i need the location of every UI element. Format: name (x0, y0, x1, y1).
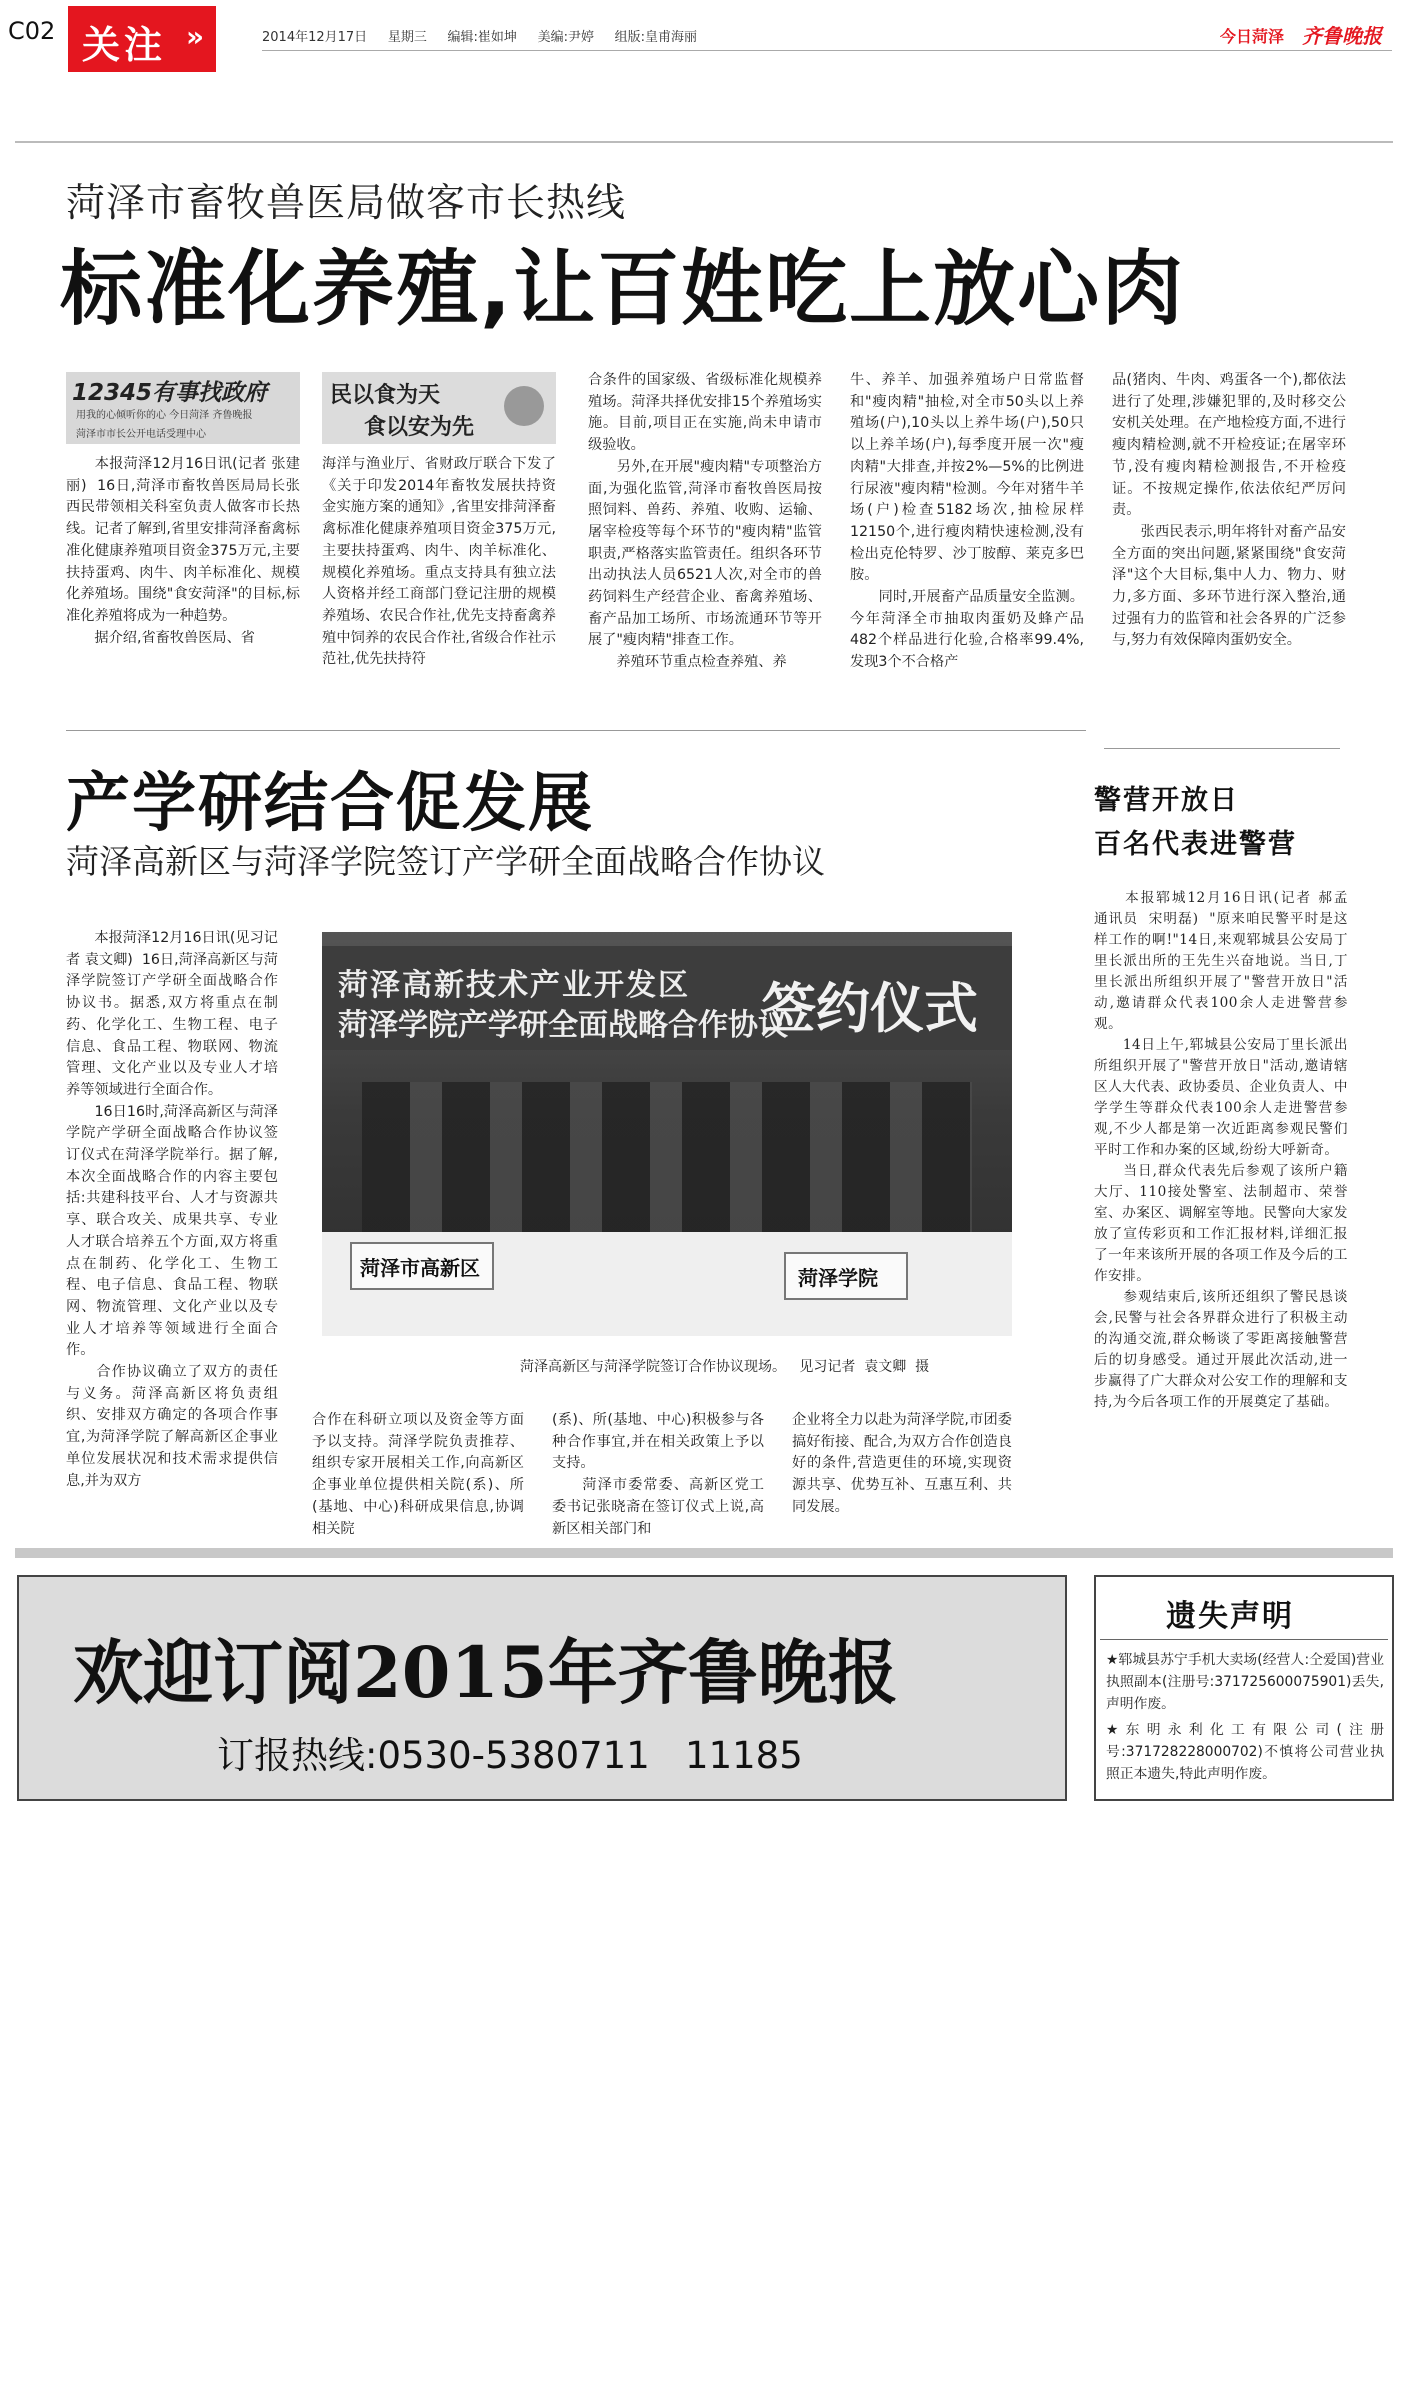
hotline-badge-foot: 菏泽市市长公开电话受理中心 (76, 429, 206, 440)
article1-col4: 牛、养羊、加强养殖场户日常监督和"瘦肉精"抽检,对全市50头以上养殖场(户),10头以上养牛场(户),50只以上养羊场(户),每季度开展一次"瘦肉精"大排查,并按2%—5%的比例进行尿液"瘦肉精"检测。今年对猪牛羊场(户)检查5182场次,抽检尿样12150个,进行瘦肉精快速检测,没有检出克伦特罗、沙丁胺醇、莱克多巴胺。 同时,开展畜产品质量安全监测。今年菏泽全市抽取肉蛋奶及蜂产品482个样品进行化验,合格率99.4%,发现3个不合格产 (850, 372, 1084, 671)
photo-sign-left-text: 菏泽市高新区 (360, 1256, 480, 1280)
article1-bottom-rule (66, 730, 1086, 731)
lost-notice-box (1094, 1575, 1394, 1801)
article1-kicker: 菏泽市畜牧兽医局做客市长热线 (66, 181, 627, 226)
article2-col-b3: (系)、所(基地、中心)积极参与各种合作事宜,并在相关政策上予以支持。 菏泽市委常委、高新区党工委书记张晓斋在签订仪式上说,高新区相关部门和 (552, 1412, 764, 1537)
lost-notice-item1: ★郓城县苏宁手机大卖场(经营人:仝爱国)营业执照副本(注册号:371725600075901)丢失,声明作废。 (1106, 1652, 1384, 1712)
issue-meta (262, 26, 697, 45)
article1-col3: 合条件的国家级、省级标准化规模养殖场。菏泽共择优安排15个养殖场实施。目前,项目正在实施,尚未申请市级验收。 另外,在开展"瘦肉精"专项整治方面,为强化监管,菏泽市畜牧兽医局按照饲料、兽药、养殖、收购、运输、屠宰检疫等每个环节的"瘦肉精"监管职责,严格落实监管责任。组织各环节出动执法人员6521人次,对全市的兽药饲料生产经营企业、畜禽养殖场、畜产品加工场所、市场流通环节等开展了"瘦肉精"排查工作。 养殖环节重点检查养殖、养 (588, 372, 822, 671)
page-number: C02 (8, 17, 56, 45)
article2-col-b2: 合作在科研立项以及资金等方面予以支持。菏泽学院负责推荐、组织专家开展相关工作,向高新区企事业单位提供相关院(系)、所(基地、中心)科研成果信息,协调相关院 (312, 1412, 524, 1537)
photo-sign-left (350, 1242, 494, 1290)
section-arrow-icon: » (186, 20, 205, 53)
header-rule (262, 50, 1392, 51)
section-divider-band (15, 1548, 1393, 1558)
meta-art: 美编:尹婷 (537, 30, 594, 45)
meta-layout: 组版:皇甫海丽 (614, 30, 698, 45)
article3-headline-line1: 警营开放日 (1094, 785, 1239, 816)
article2-col-left: 本报菏泽12月16日讯(见习记者 袁文卿) 16日,菏泽高新区与菏泽学院签订产学研全面战略合作协议书。据悉,双方将重点在制药、化学化工、生物工程、电子信息、食品工程、物联网、物流管理、文化产业以及专业人才培养等领域进行全面合作。 16日16时,菏泽高新区与菏泽学院产学研全面战略合作协议签订仪式在菏泽学院举行。据了解,本次全面战略合作的内容主要包括:共建科技平台、人才与资源共享、联合攻关、成果共享、专业人才联合培养五个方面,双方将重点在制药、化学化工、生物工程、电子信息、食品工程、物联网、物流管理、文化产业以及专业人才培养等领域进行全面合作。 合作协议确立了双方的责任与义务。菏泽高新区将负责组织、安排双方确定的各项合作事宜,为菏泽学院了解高新区企事业单位发展状况和技术需求提供信息,并为双方 (66, 930, 278, 1489)
food-safety-line2: 食以安为先 (364, 415, 475, 440)
article2-col-b4: 企业将全力以赴为菏泽学院,市团委搞好衔接、配合,为双方合作创造良好的条件,营造更佳的环境,实现资源共享、优势互补、互惠互利、共同发展。 (792, 1412, 1012, 1515)
article1-col1: 本报菏泽12月16日讯(记者 张建丽) 16日,菏泽市畜牧兽医局局长张西民带领相关科室负责人做客市长热线。记者了解到,省里安排菏泽畜禽标准化健康养殖项目资金375万元,主要扶持蛋鸡、肉牛、肉羊标准化、规模化养殖场。围绕"食安菏泽"的目标,标准化养殖将成为一种趋势。 据介绍,省畜牧兽医局、省 (66, 456, 300, 646)
lost-notice-rule (1100, 1639, 1388, 1640)
article2-subhead: 菏泽高新区与菏泽学院签订产学研全面战略合作协议 (66, 842, 825, 881)
tomato-icon (504, 386, 544, 426)
subscription-ad-hotline: 订报热线:0530-5380711 11185 (217, 1734, 803, 1777)
meta-editor: 编辑:崔如坤 (447, 30, 517, 45)
meta-weekday: 星期三 (387, 30, 427, 45)
paper-logo: 齐鲁晚报 (1302, 24, 1382, 48)
article1-headline: 标准化养殖,让百姓吃上放心肉 (60, 242, 1186, 337)
meta-date: 2014年12月17日 (262, 30, 368, 45)
hotline-badge (66, 372, 300, 444)
food-safety-badge (322, 372, 556, 444)
top-divider (15, 141, 1393, 143)
edition-name: 今日菏泽 (1220, 27, 1285, 46)
article1-col2: 海洋与渔业厅、省财政厅联合下发了《关于印发2014年畜牧发展扶持资金实施方案的通知》,省里安排菏泽畜禽标准化健康养殖项目资金375万元,主要扶持蛋鸡、肉牛、肉羊标准化、规模化养殖场。重点支持具有独立法人资格并经工商部门登记注册的规模养殖场、农民合作社,优先支持畜禽养殖中饲养的农民合作社,省级合作社示范社,优先扶持符 (322, 456, 556, 668)
article3-top-rule (1104, 748, 1340, 749)
lost-notice-item2: ★东明永利化工有限公司(注册号:371728228000702)不慎将公司营业执照正本遗失,特此声明作废。 (1106, 1722, 1384, 1782)
lost-notice-title: 遗失声明 (1166, 1599, 1294, 1634)
hotline-badge-title: 12345有事找政府 (72, 380, 268, 406)
photo-sign-right-text: 菏泽学院 (798, 1266, 878, 1290)
article2-headline: 产学研结合促发展 (66, 767, 594, 841)
photo-caption: 菏泽高新区与菏泽学院签订合作协议现场。 见习记者 袁文卿 摄 (520, 1359, 930, 1375)
photo-sign-right (784, 1252, 908, 1300)
article3-headline-line2: 百名代表进警营 (1094, 829, 1297, 860)
photo-people (362, 1082, 972, 1232)
photo-banner-line1: 菏泽高新技术产业开发区 (338, 968, 690, 1003)
hotline-badge-sub: 用我的心倾听你的心 今日菏泽 齐鲁晚报 (76, 410, 253, 421)
signing-photo (322, 932, 1012, 1336)
article3-body: 本报郓城12月16日讯(记者 郝孟 通讯员 宋明磊) "原来咱民警平时是这样工作的啊!"14日,来观郓城县公安局丁里长派出所的王先生兴奋地说。当日,丁里长派出所组织开展了"警营开放日"活动,邀请群众代表100余人走进警营参观。 14日上午,郓城县公安局丁里长派出所组织开展了"警营开放日"活动,邀请辖区人大代表、政协委员、企业负责人、中学学生等群众代表100余人走进警营参观,不少人都是第一次近距离参观民警们平时工作和办案的区域,纷纷大呼新奇。 当日,群众代表先后参观了该所户籍大厅、110接处警室、法制超市、荣誉室、办案区、调解室等地。民警向大家发放了宣传彩页和工作汇报材料,详细汇报了一年来该所开展的各项工作及今后的工作安排。 参观结束后,该所还组织了警民恳谈会,民警与社会各界群众进行了积极主动的沟通交流,群众畅谈了零距离接触警营后的切身感受。通过开展此次活动,进一步赢得了广大群众对公安工作的理解和支持,为今后各项工作的开展奠定了基础。 (1094, 890, 1348, 1410)
food-safety-line1: 民以食为天 (330, 383, 441, 408)
subscription-ad (17, 1575, 1067, 1801)
article1-col5: 品(猪肉、牛肉、鸡蛋各一个),都依法进行了处理,涉嫌犯罪的,及时移交公安机关处理。在产地检疫方面,不进行瘦肉精检测,就不开检疫证;在屠宰环节,没有瘦肉精检测报告,不开检疫证。不按规定操作,依法依纪严厉问责。 张西民表示,明年将针对畜产品安全方面的突出问题,紧紧围绕"食安菏泽"这个大目标,集中人力、物力、财力,多方面、多环节进行深入整治,通过强有力的监管和社会各界的广泛参与,努力有效保障肉蛋奶安全。 (1112, 372, 1346, 649)
subscription-ad-title: 欢迎订阅2015年齐鲁晚报 (73, 1631, 898, 1714)
section-title: 关注 (82, 23, 167, 67)
photo-banner-big: 签约仪式 (762, 977, 978, 1040)
photo-banner-line2: 菏泽学院产学研全面战略合作协议 (338, 1008, 788, 1043)
